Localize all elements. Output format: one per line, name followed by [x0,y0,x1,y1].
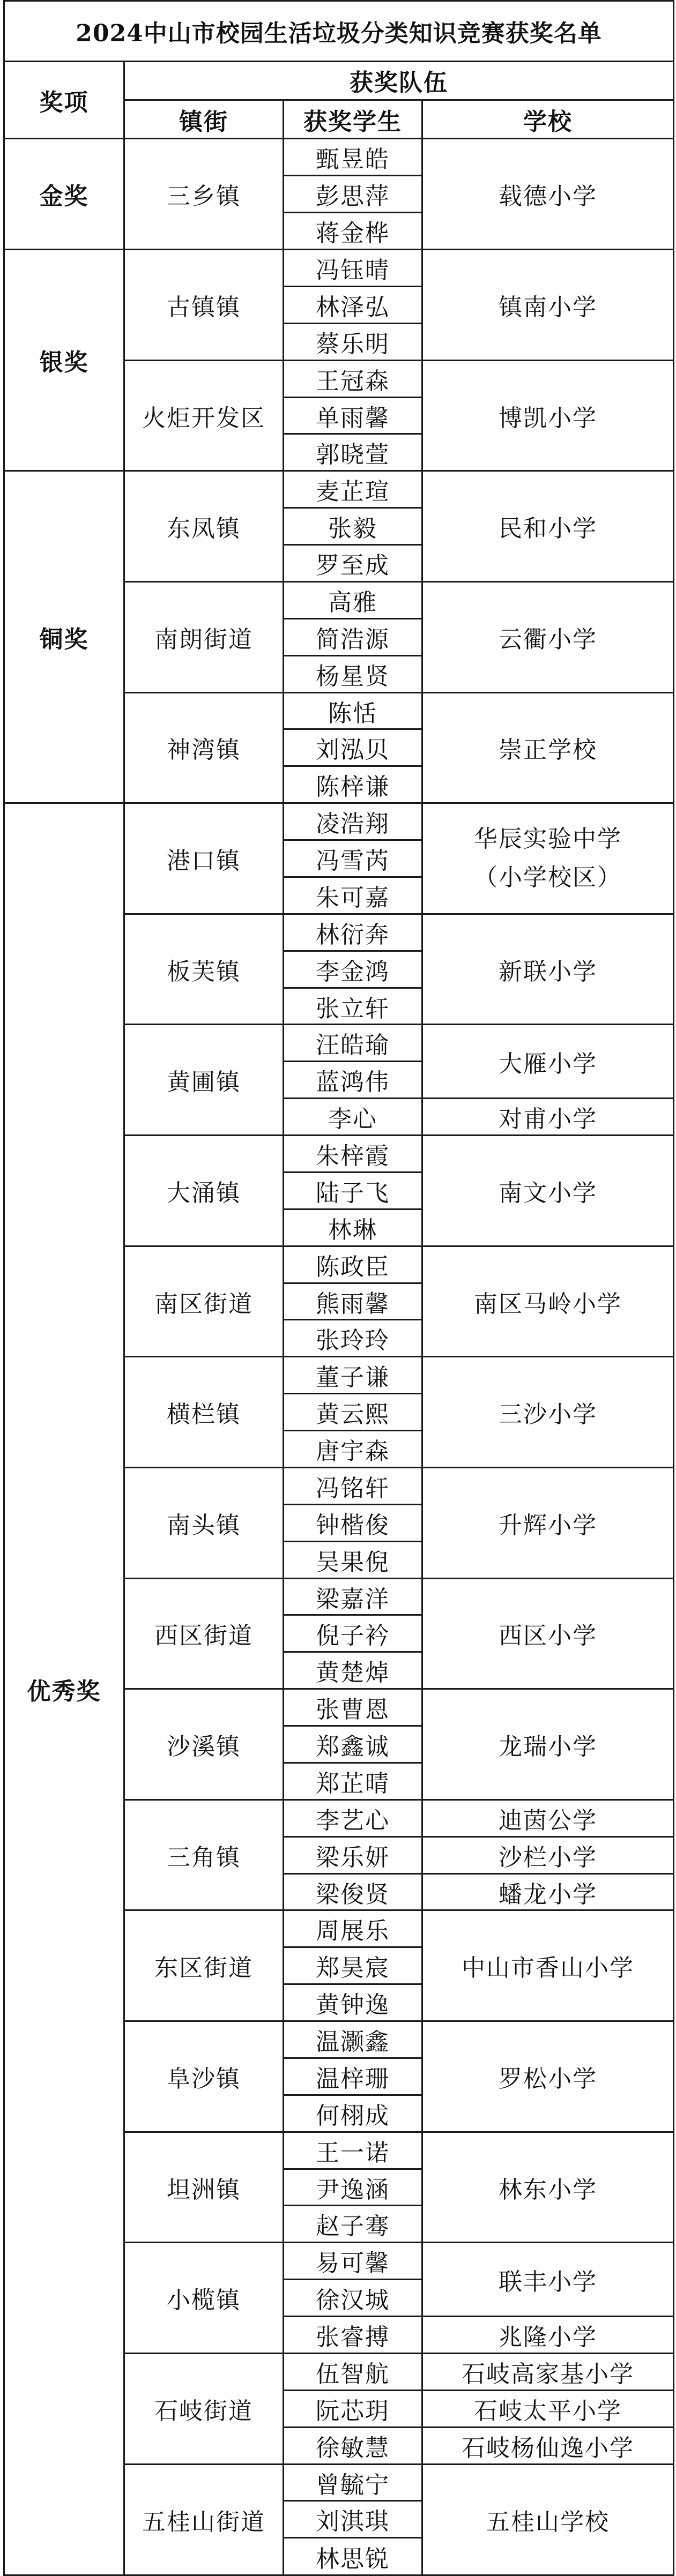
student-name-cell: 易可馨 [284,2243,422,2280]
student-name-cell: 冯雪芮 [284,840,422,877]
student-name-cell: 刘淇琪 [284,2501,422,2538]
town-cell: 沙溪镇 [124,1689,284,1800]
student-name-cell: 冯钰晴 [284,250,422,287]
award-level-cell: 金奖 [4,139,124,250]
school-cell: 联丰小学 [422,2243,674,2317]
student-name-cell: 黄云熙 [284,1394,422,1431]
school-cell: 南文小学 [422,1136,674,1246]
town-cell: 坦洲镇 [124,2132,284,2243]
school-cell: 中山市香山小学 [422,1910,674,2021]
student-name-cell: 张玲玲 [284,1320,422,1357]
student-name-cell: 冯铭轩 [284,1467,422,1504]
student-name-cell: 张立轩 [284,988,422,1025]
school-name-line: （小学校区） [474,864,622,891]
school-cell: 三沙小学 [422,1357,674,1468]
town-cell: 南区街道 [124,1246,284,1357]
town-cell: 东区街道 [124,1910,284,2021]
student-name-cell: 温梓珊 [284,2058,422,2095]
student-name-cell: 林泽弘 [284,286,422,323]
student-name-cell: 简浩源 [284,618,422,655]
student-name-cell: 凌浩翔 [284,803,422,840]
award-table-body [4,1,674,2575]
student-name-cell: 唐宇森 [284,1431,422,1468]
school-cell: 石岐高家基小学 [422,2353,674,2390]
student-name-cell: 熊雨馨 [284,1283,422,1320]
town-cell: 五桂山街道 [124,2464,284,2575]
title-row [4,1,674,62]
award-level-cell: 铜奖 [4,471,124,803]
school-cell: 南区马岭小学 [422,1246,674,1357]
town-cell: 火炬开发区 [124,360,284,471]
school-cell: 五桂山学校 [422,2464,674,2575]
student-name-cell: 李心 [284,1099,422,1136]
school-header: 学校 [422,100,674,139]
school-name-line: 华辰实验中学 [474,825,622,853]
student-name-cell: 赵子骞 [284,2206,422,2243]
town-cell: 南朗街道 [124,581,284,692]
student-name-cell: 阮芯玥 [284,2390,422,2427]
student-name-cell: 高雅 [284,581,422,618]
school-cell: 石岐杨仙逸小学 [422,2427,674,2464]
student-name-cell: 梁嘉洋 [284,1578,422,1615]
student-name-cell: 麦芷瑄 [284,471,422,508]
student-name-cell: 林琳 [284,1209,422,1246]
student-name-cell: 郑昊宸 [284,1947,422,1984]
table-row [4,250,674,287]
student-name-cell: 王冠森 [284,360,422,397]
student-name-cell: 倪子衿 [284,1615,422,1652]
student-name-cell: 林衍奔 [284,914,422,951]
school-cell: 林东小学 [422,2132,674,2243]
town-cell: 东凤镇 [124,471,284,582]
award-level-cell: 优秀奖 [4,803,124,2575]
student-header: 获奖学生 [284,100,422,139]
student-name-cell: 王一诺 [284,2132,422,2169]
school-cell: 大雁小学 [422,1025,674,1099]
student-name-cell: 李金鸿 [284,951,422,988]
student-name-cell: 黄楚焯 [284,1652,422,1689]
award-header: 奖项 [4,61,124,139]
student-name-cell: 张曹恩 [284,1689,422,1726]
student-name-cell: 梁俊贤 [284,1873,422,1910]
award-level-cell: 银奖 [4,250,124,471]
student-name-cell: 周展乐 [284,1910,422,1947]
student-name-cell: 罗至成 [284,545,422,582]
student-name-cell: 陈政臣 [284,1246,422,1283]
town-cell: 神湾镇 [124,692,284,803]
town-cell: 三乡镇 [124,139,284,250]
student-name-cell: 陆子飞 [284,1172,422,1209]
student-name-cell: 徐汉城 [284,2280,422,2317]
student-name-cell: 蓝鸿伟 [284,1062,422,1099]
page-title: 2024中山市校园生活垃圾分类知识竞赛获奖名单 [4,1,674,62]
school-cell: 罗松小学 [422,2021,674,2132]
school-cell: 沙栏小学 [422,1836,674,1873]
school-cell: 崇正学校 [422,692,674,803]
town-cell: 南头镇 [124,1467,284,1578]
town-cell: 西区街道 [124,1578,284,1689]
school-cell: 蟠龙小学 [422,1873,674,1910]
school-cell: 对甫小学 [422,1099,674,1136]
student-name-cell: 蒋金桦 [284,213,422,250]
town-header: 镇街 [124,100,284,139]
student-name-cell: 吴果倪 [284,1541,422,1578]
town-cell: 小榄镇 [124,2243,284,2354]
town-cell: 古镇镇 [124,250,284,361]
student-name-cell: 尹逸涵 [284,2169,422,2206]
school-cell: 龙瑞小学 [422,1689,674,1800]
town-cell: 板芙镇 [124,914,284,1025]
school-cell: 兆隆小学 [422,2317,674,2354]
student-name-cell: 单雨馨 [284,397,422,434]
student-name-cell: 朱梓霞 [284,1136,422,1173]
school-cell [422,803,674,914]
student-name-cell: 郭晓萱 [284,434,422,471]
student-name-cell: 郑鑫诚 [284,1726,422,1763]
student-name-cell: 蔡乐明 [284,323,422,360]
student-name-cell: 杨星贤 [284,655,422,692]
school-cell: 升辉小学 [422,1467,674,1578]
student-name-cell: 张毅 [284,508,422,545]
school-cell: 迪茵公学 [422,1800,674,1836]
town-cell: 港口镇 [124,803,284,914]
award-table [3,0,674,2576]
school-cell: 西区小学 [422,1578,674,1689]
table-row [4,471,674,508]
student-name-cell: 朱可嘉 [284,877,422,914]
student-name-cell: 何栩成 [284,2095,422,2132]
student-name-cell: 张睿搏 [284,2317,422,2354]
student-name-cell: 梁乐妍 [284,1836,422,1873]
student-name-cell: 陈恬 [284,692,422,729]
town-cell: 黄圃镇 [124,1025,284,1136]
school-cell: 载德小学 [422,139,674,250]
school-cell: 镇南小学 [422,250,674,361]
student-name-cell: 甄昱皓 [284,139,422,176]
town-cell: 石岐街道 [124,2353,284,2464]
table-row [4,139,674,176]
school-cell: 民和小学 [422,471,674,582]
school-cell: 新联小学 [422,914,674,1025]
town-cell: 阜沙镇 [124,2021,284,2132]
table-row [4,803,674,840]
school-cell: 博凯小学 [422,360,674,471]
student-name-cell: 董子谦 [284,1357,422,1394]
town-cell: 三角镇 [124,1800,284,1910]
student-name-cell: 郑芷晴 [284,1763,422,1800]
student-name-cell: 陈梓谦 [284,766,422,803]
student-name-cell: 曾毓宁 [284,2464,422,2501]
town-cell: 大涌镇 [124,1136,284,1246]
student-name-cell: 黄钟逸 [284,1984,422,2021]
student-name-cell: 徐敏慧 [284,2427,422,2464]
student-name-cell: 李艺心 [284,1800,422,1836]
student-name-cell: 林思锐 [284,2538,422,2575]
school-cell: 云衢小学 [422,581,674,692]
header-row-1 [4,61,674,100]
team-header: 获奖队伍 [124,61,674,100]
school-cell: 石岐太平小学 [422,2390,674,2427]
student-name-cell: 温灏鑫 [284,2021,422,2058]
student-name-cell: 伍智航 [284,2353,422,2390]
student-name-cell: 汪皓瑜 [284,1025,422,1062]
student-name-cell: 钟楷俊 [284,1504,422,1541]
student-name-cell: 彭思萍 [284,176,422,213]
town-cell: 横栏镇 [124,1357,284,1468]
student-name-cell: 刘泓贝 [284,729,422,766]
